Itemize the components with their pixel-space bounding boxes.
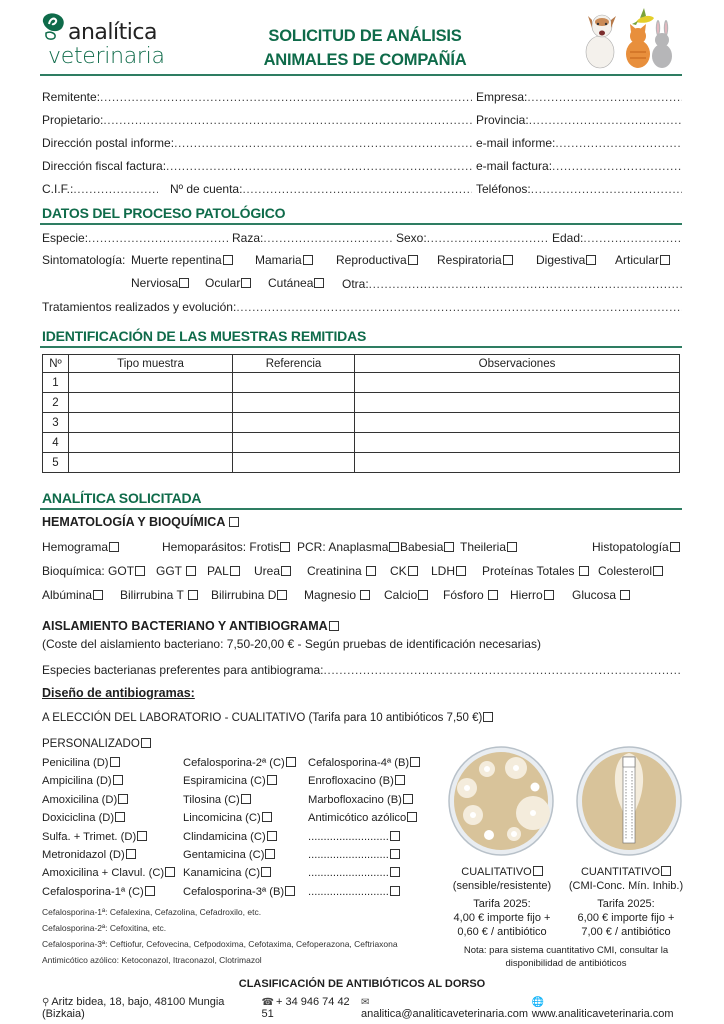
antibiotic-label: .......................... bbox=[308, 849, 389, 861]
quantitative-petri-dish-image bbox=[575, 745, 683, 857]
provincia-field[interactable]: Provincia: ..... bbox=[472, 112, 682, 128]
antibiotic-option[interactable] bbox=[183, 867, 271, 879]
column-header-tipo: Tipo muestra bbox=[69, 355, 233, 373]
referencia-cell[interactable] bbox=[233, 373, 355, 393]
antibiotic-label: Sulfa. + Trimet. (D) bbox=[42, 830, 137, 843]
checkbox[interactable] bbox=[267, 775, 277, 785]
tipo-cell[interactable] bbox=[69, 413, 233, 433]
table-row bbox=[43, 373, 680, 393]
header-divider bbox=[40, 74, 682, 76]
checkbox[interactable] bbox=[661, 866, 671, 876]
bact-title[interactable]: AISLAMIENTO BACTERIANO Y ANTIBIOGRAMA bbox=[42, 619, 339, 633]
checkbox[interactable] bbox=[303, 255, 313, 265]
antibiotic-label: Cefalosporina-2ª (C) bbox=[183, 757, 285, 769]
checkbox[interactable] bbox=[262, 812, 272, 822]
row-number: 3 bbox=[43, 413, 69, 433]
antibiotic-option[interactable] bbox=[42, 867, 175, 879]
test-bilirrubina-t[interactable]: Bilirrubina T bbox=[120, 588, 198, 602]
column-header-observaciones: Observaciones bbox=[355, 355, 680, 373]
cif-field[interactable]: C.I.F.: ..... bbox=[42, 181, 158, 197]
email-factura-field[interactable]: e-mail factura: ..... bbox=[472, 158, 682, 174]
antibiotic-option[interactable] bbox=[42, 757, 120, 769]
design-title: Diseño de antibiogramas: bbox=[42, 686, 195, 700]
checkbox[interactable] bbox=[141, 738, 151, 748]
empresa-field[interactable]: Empresa: ..... bbox=[472, 89, 682, 105]
test-hemograma[interactable]: Hemograma bbox=[42, 540, 119, 554]
checkbox[interactable] bbox=[360, 590, 370, 600]
checkbox[interactable] bbox=[660, 255, 670, 265]
antibiotic-option[interactable] bbox=[308, 775, 405, 787]
table-row bbox=[43, 453, 680, 473]
checkbox[interactable] bbox=[488, 590, 498, 600]
samples-section-title: IDENTIFICACIÓN DE LAS MUESTRAS REMITIDAS bbox=[42, 328, 367, 344]
qualitative-petri-dish-image bbox=[447, 745, 555, 857]
checkbox[interactable] bbox=[115, 812, 125, 822]
checkbox[interactable] bbox=[390, 886, 400, 896]
antibiotic-label: Enrofloxacino (B) bbox=[308, 775, 394, 788]
antibiotic-label: Cefalosporina-4ª (B) bbox=[308, 757, 410, 769]
symptom-articular[interactable]: Articular bbox=[615, 253, 670, 267]
referencia-cell[interactable] bbox=[233, 413, 355, 433]
antibiotic-option[interactable] bbox=[42, 886, 155, 898]
antibiotic-label: .......................... bbox=[308, 830, 389, 843]
edad-field[interactable]: Edad: ..... bbox=[548, 230, 682, 246]
antibiotic-option[interactable] bbox=[308, 812, 417, 824]
observaciones-cell[interactable] bbox=[355, 373, 680, 393]
checkbox[interactable] bbox=[280, 542, 290, 552]
analysis-section-title: ANALÍTICA SOLICITADA bbox=[42, 490, 202, 506]
sender-row-1 bbox=[42, 89, 682, 105]
checkbox[interactable] bbox=[229, 517, 239, 527]
symptom-reproductiva[interactable]: Reproductiva bbox=[336, 253, 418, 267]
checkbox[interactable] bbox=[118, 794, 128, 804]
checkbox[interactable] bbox=[507, 542, 517, 552]
checkbox[interactable] bbox=[135, 566, 145, 576]
antibiotic-option[interactable] bbox=[42, 794, 128, 806]
checkbox[interactable] bbox=[395, 775, 405, 785]
bact-species-row bbox=[42, 662, 682, 678]
checkbox[interactable] bbox=[113, 775, 123, 785]
antibiotic-option[interactable] bbox=[183, 886, 295, 898]
test-glucosa[interactable]: Glucosa bbox=[572, 588, 630, 602]
checkbox[interactable] bbox=[407, 812, 417, 822]
antibiotic-label: Doxiciclina (D) bbox=[42, 812, 115, 825]
tipo-cell[interactable] bbox=[69, 373, 233, 393]
table-row bbox=[43, 433, 680, 453]
hemato-title[interactable]: HEMATOLOGÍA Y BIOQUÍMICA bbox=[42, 515, 239, 529]
checkbox[interactable] bbox=[456, 566, 466, 576]
checkbox[interactable] bbox=[390, 849, 400, 859]
checkbox[interactable] bbox=[145, 886, 155, 896]
antibiotic-label: Amoxicilina + Clavul. (C) bbox=[42, 867, 165, 880]
antibiotic-label: Ampicilina (D) bbox=[42, 775, 112, 788]
test-hemoparasitos[interactable]: Hemoparásitos: Frotis bbox=[162, 540, 290, 554]
test-babesia[interactable]: Babesia bbox=[400, 540, 454, 554]
checkbox[interactable] bbox=[408, 255, 418, 265]
bact-species-field[interactable]: Especies bacterianas preferentes para antibiograma: ..... bbox=[42, 662, 682, 678]
checkbox[interactable] bbox=[579, 566, 589, 576]
column-header-n: Nº bbox=[43, 355, 69, 373]
symptom-cutanea[interactable]: Cutánea bbox=[268, 276, 324, 290]
checkbox[interactable] bbox=[241, 278, 251, 288]
observaciones-cell[interactable] bbox=[355, 433, 680, 453]
checkbox[interactable] bbox=[620, 590, 630, 600]
antibiotic-option[interactable] bbox=[183, 775, 277, 787]
raza-field[interactable]: Raza: ..... bbox=[228, 230, 392, 246]
checkbox[interactable] bbox=[285, 886, 295, 896]
test-ck[interactable]: CK bbox=[390, 564, 418, 578]
sender-row-3 bbox=[42, 135, 682, 151]
checkbox[interactable] bbox=[165, 867, 175, 877]
test-got[interactable]: Bioquímica: GOT bbox=[42, 564, 145, 578]
antibiotic-label: Cefalosporina-3ª (B) bbox=[183, 885, 285, 898]
samples-table bbox=[42, 354, 680, 473]
propietario-field[interactable]: Propietario: ..... bbox=[42, 112, 472, 128]
checkbox[interactable] bbox=[586, 255, 596, 265]
checkbox[interactable] bbox=[544, 590, 554, 600]
pathology-section-title: DATOS DEL PROCESO PATOLÓGICO bbox=[42, 205, 286, 221]
checkbox[interactable] bbox=[277, 590, 287, 600]
tipo-cell[interactable] bbox=[69, 433, 233, 453]
title-line2: ANIMALES DE COMPAÑÍA bbox=[263, 51, 467, 69]
test-pal[interactable]: PAL bbox=[207, 564, 240, 578]
antibiotic-label: Marbofloxacino (B) bbox=[308, 793, 402, 806]
antibiotic-option[interactable] bbox=[308, 849, 400, 861]
location-pin-icon: ⚲ bbox=[42, 997, 50, 1008]
tratamientos-row bbox=[42, 299, 682, 315]
checkbox[interactable] bbox=[186, 566, 196, 576]
checkbox[interactable] bbox=[126, 849, 136, 859]
envelope-icon: ✉ bbox=[361, 997, 370, 1008]
logo bbox=[40, 10, 180, 70]
sender-row-2 bbox=[42, 112, 682, 128]
personalizado-option[interactable]: PERSONALIZADO bbox=[42, 738, 151, 750]
antibiotic-label: Cefalosporina-1ª (C) bbox=[42, 885, 144, 898]
symptom-mamaria[interactable]: Mamaria bbox=[255, 253, 313, 267]
test-theileria[interactable]: Theileria bbox=[460, 540, 517, 554]
antibiotic-option[interactable] bbox=[183, 831, 277, 843]
footer-email[interactable]: ✉analitica@analiticaveterinaria.com bbox=[361, 997, 529, 1020]
checkbox[interactable] bbox=[418, 590, 428, 600]
antibiotic-option[interactable] bbox=[42, 775, 123, 787]
email-informe-field[interactable]: e-mail informe: ..... bbox=[472, 135, 682, 151]
analysis-divider bbox=[40, 508, 682, 510]
antibiotic-option[interactable] bbox=[183, 849, 275, 861]
referencia-cell[interactable] bbox=[233, 453, 355, 473]
otra-row bbox=[342, 276, 682, 292]
telefonos-field[interactable]: Teléfonos: ..... bbox=[472, 181, 682, 197]
sintomatologia-label: Sintomatología: bbox=[42, 253, 126, 267]
checkbox[interactable] bbox=[408, 566, 418, 576]
antibiotic-option[interactable] bbox=[42, 849, 136, 861]
observaciones-cell[interactable] bbox=[355, 453, 680, 473]
checkbox[interactable] bbox=[533, 866, 543, 876]
checkbox[interactable] bbox=[390, 831, 400, 841]
footer-web[interactable]: 🌐www.analiticaveterinaria.com bbox=[531, 997, 674, 1020]
checkbox[interactable] bbox=[109, 542, 119, 552]
cuenta-field[interactable]: Nº de cuenta: ..... bbox=[158, 181, 472, 197]
checkbox[interactable] bbox=[179, 278, 189, 288]
observaciones-cell[interactable] bbox=[355, 393, 680, 413]
test-fosforo[interactable]: Fósforo bbox=[443, 588, 498, 602]
especie-field[interactable]: Especie: ..... bbox=[42, 230, 228, 246]
referencia-cell[interactable] bbox=[233, 393, 355, 413]
checkbox[interactable] bbox=[403, 794, 413, 804]
footer-contact bbox=[42, 996, 682, 1020]
checkbox[interactable] bbox=[444, 542, 454, 552]
checkbox[interactable] bbox=[503, 255, 513, 265]
symptom-nerviosa[interactable]: Nerviosa bbox=[131, 276, 189, 290]
antibiotic-label: Penicilina (D) bbox=[42, 757, 109, 769]
title-line1: SOLICITUD DE ANÁLISIS bbox=[268, 27, 462, 45]
globe-icon: 🌐 bbox=[531, 997, 545, 1008]
test-creatinina[interactable]: Creatinina bbox=[307, 564, 376, 578]
antibiotic-option[interactable] bbox=[308, 757, 420, 769]
checkbox[interactable] bbox=[137, 831, 147, 841]
antibiotic-label: Amoxicilina (D) bbox=[42, 793, 118, 806]
symptom-digestiva[interactable]: Digestiva bbox=[536, 253, 596, 267]
checkbox[interactable] bbox=[230, 566, 240, 576]
bact-cost: (Coste del aislamiento bacteriano: 7,50-20,00 € - Según pruebas de identificación necesarias) bbox=[42, 637, 541, 651]
test-hierro[interactable]: Hierro bbox=[510, 588, 554, 602]
test-proteinas[interactable]: Proteínas Totales bbox=[482, 564, 589, 578]
pathology-divider bbox=[40, 223, 682, 225]
test-magnesio[interactable]: Magnesio bbox=[304, 588, 370, 602]
direccion-fiscal-field[interactable]: Dirección fiscal factura: ..... bbox=[42, 158, 472, 174]
antibiotic-label: Gentamicina (C) bbox=[183, 849, 265, 861]
remitente-field[interactable]: Remitente: ..... bbox=[42, 89, 472, 105]
row-number: 5 bbox=[43, 453, 69, 473]
bird-icon bbox=[632, 8, 654, 25]
antibiotic-label: Espiramicina (C) bbox=[183, 775, 266, 788]
test-calcio[interactable]: Calcio bbox=[384, 588, 428, 602]
sender-row-4 bbox=[42, 158, 682, 174]
species-row bbox=[42, 230, 682, 246]
test-bilirrubina-d[interactable]: Bilirrubina D bbox=[211, 588, 287, 602]
checkbox[interactable] bbox=[286, 757, 296, 767]
table-header-row bbox=[43, 355, 680, 373]
table-row bbox=[43, 413, 680, 433]
footer-title: CLASIFICACIÓN DE ANTIBIÓTICOS AL DORSO bbox=[238, 978, 486, 990]
cmi-note: Nota: para sistema cuantitativo CMI, consultar la disponibilidad de antibióticos bbox=[463, 945, 669, 969]
checkbox[interactable] bbox=[261, 867, 271, 877]
note-antimicotico: Antimicótico azólico: Ketoconazol, Itraconazol, Clotrimazol bbox=[42, 955, 262, 965]
test-ggt[interactable]: GGT bbox=[156, 564, 196, 578]
antibiotic-label: Tilosina (C) bbox=[183, 793, 240, 806]
checkbox[interactable] bbox=[110, 757, 120, 767]
tipo-cell[interactable] bbox=[69, 393, 233, 413]
antibiotic-label: Clindamicina (C) bbox=[183, 830, 266, 843]
qualitative-option[interactable]: CUALITATIVO (sensible/resistente) Tarifa 2025: 4,00 € importe fijo + 0,60 € / antibiótico bbox=[452, 866, 552, 938]
test-albumina[interactable]: Albúmina bbox=[42, 588, 103, 602]
test-colesterol[interactable]: Colesterol bbox=[598, 564, 663, 578]
antibiotic-option[interactable] bbox=[183, 794, 251, 806]
antibiotic-option[interactable] bbox=[183, 812, 272, 824]
checkbox[interactable] bbox=[281, 566, 291, 576]
observaciones-cell[interactable] bbox=[355, 413, 680, 433]
samples-divider bbox=[40, 346, 682, 348]
page-title bbox=[240, 24, 490, 72]
test-urea[interactable]: Urea bbox=[254, 564, 291, 578]
antibiotic-option[interactable] bbox=[42, 831, 147, 843]
otra-field[interactable]: Otra: ..... bbox=[342, 276, 682, 292]
checkbox[interactable] bbox=[314, 278, 324, 288]
checkbox[interactable] bbox=[366, 566, 376, 576]
antibiotic-option[interactable] bbox=[308, 831, 400, 843]
symptom-muerte-repentina[interactable]: Muerte repentina bbox=[131, 253, 233, 267]
footer-phone[interactable]: ☎ + 34 946 74 42 51 bbox=[261, 996, 350, 1020]
referencia-cell[interactable] bbox=[233, 433, 355, 453]
phone-icon: ☎ bbox=[261, 997, 274, 1008]
cat-icon bbox=[626, 24, 650, 68]
note-cefalosporina-3: Cefalosporina-3ª: Ceftiofur, Cefovecina, Cefpodoxima, Cefotaxima, Cefoperazona, Ceftriaxona bbox=[42, 939, 398, 949]
antibiotic-label: Lincomicina (C) bbox=[183, 812, 261, 825]
antibiotic-option[interactable] bbox=[308, 867, 400, 879]
checkbox[interactable] bbox=[410, 757, 420, 767]
antibiotic-label: Kanamicina (C) bbox=[183, 867, 261, 880]
row-number: 4 bbox=[43, 433, 69, 453]
note-cefalosporina-1: Cefalosporina-1ª: Cefalexina, Cefazolina, Cefadroxilo, etc. bbox=[42, 907, 262, 917]
symptom-respiratoria[interactable]: Respiratoria bbox=[437, 253, 513, 267]
rabbit-icon bbox=[652, 20, 672, 68]
antibiotic-option[interactable] bbox=[308, 886, 400, 898]
dog-icon bbox=[586, 15, 616, 68]
quantitative-option[interactable]: CUANTITATIVO (CMI-Conc. Mín. Inhib.) Tarifa 2025: 6,00 € importe fijo + 7,00 € / antibiótico bbox=[568, 866, 684, 938]
checkbox[interactable] bbox=[670, 542, 680, 552]
sender-row-5 bbox=[42, 181, 682, 197]
checkbox[interactable] bbox=[93, 590, 103, 600]
checkbox[interactable] bbox=[241, 794, 251, 804]
checkbox[interactable] bbox=[329, 621, 339, 631]
test-ldh[interactable]: LDH bbox=[431, 564, 466, 578]
row-number: 1 bbox=[43, 373, 69, 393]
tratamientos-field[interactable]: Tratamientos realizados y evolución: ..... bbox=[42, 299, 682, 315]
antibiotic-label: .......................... bbox=[308, 885, 389, 898]
logo-text-line2: veterinaria bbox=[48, 44, 165, 69]
checkbox[interactable] bbox=[390, 867, 400, 877]
pets-illustration bbox=[580, 8, 680, 70]
logo-icon bbox=[40, 12, 68, 42]
checkbox[interactable] bbox=[653, 566, 663, 576]
checkbox[interactable] bbox=[389, 542, 399, 552]
checkbox[interactable] bbox=[267, 831, 277, 841]
antibiotic-label: Antimicótico azólico bbox=[308, 812, 407, 825]
checkbox[interactable] bbox=[188, 590, 198, 600]
row-number: 2 bbox=[43, 393, 69, 413]
symptom-ocular[interactable]: Ocular bbox=[205, 276, 251, 290]
direccion-postal-field[interactable]: Dirección postal informe: ..... bbox=[42, 135, 472, 151]
tipo-cell[interactable] bbox=[69, 453, 233, 473]
test-pcr-anaplasma[interactable]: PCR: Anaplasma bbox=[297, 540, 399, 554]
table-row bbox=[43, 393, 680, 413]
lab-choice-option[interactable]: A ELECCIÓN DEL LABORATORIO - CUALITATIVO (Tarifa para 10 antibióticos 7,50 €) bbox=[42, 712, 493, 724]
antibiotic-label: Metronidazol (D) bbox=[42, 849, 125, 861]
checkbox[interactable] bbox=[265, 849, 275, 859]
logo-text-line1: analítica bbox=[68, 20, 157, 45]
checkbox[interactable] bbox=[223, 255, 233, 265]
test-histopatologia[interactable]: Histopatología bbox=[592, 540, 680, 554]
checkbox[interactable] bbox=[483, 712, 493, 722]
antibiotic-option[interactable] bbox=[308, 794, 413, 806]
antibiotic-label: .......................... bbox=[308, 867, 389, 880]
antibiotic-option[interactable] bbox=[183, 757, 296, 769]
note-cefalosporina-2: Cefalosporina-2ª: Cefoxitina, etc. bbox=[42, 923, 167, 933]
antibiotic-option[interactable] bbox=[42, 812, 125, 824]
footer-address: ⚲ Aritz bidea, 18, bajo, 48100 Mungia (Bizkaia) bbox=[42, 996, 225, 1020]
sexo-field[interactable]: Sexo: ..... bbox=[392, 230, 548, 246]
column-header-referencia: Referencia bbox=[233, 355, 355, 373]
